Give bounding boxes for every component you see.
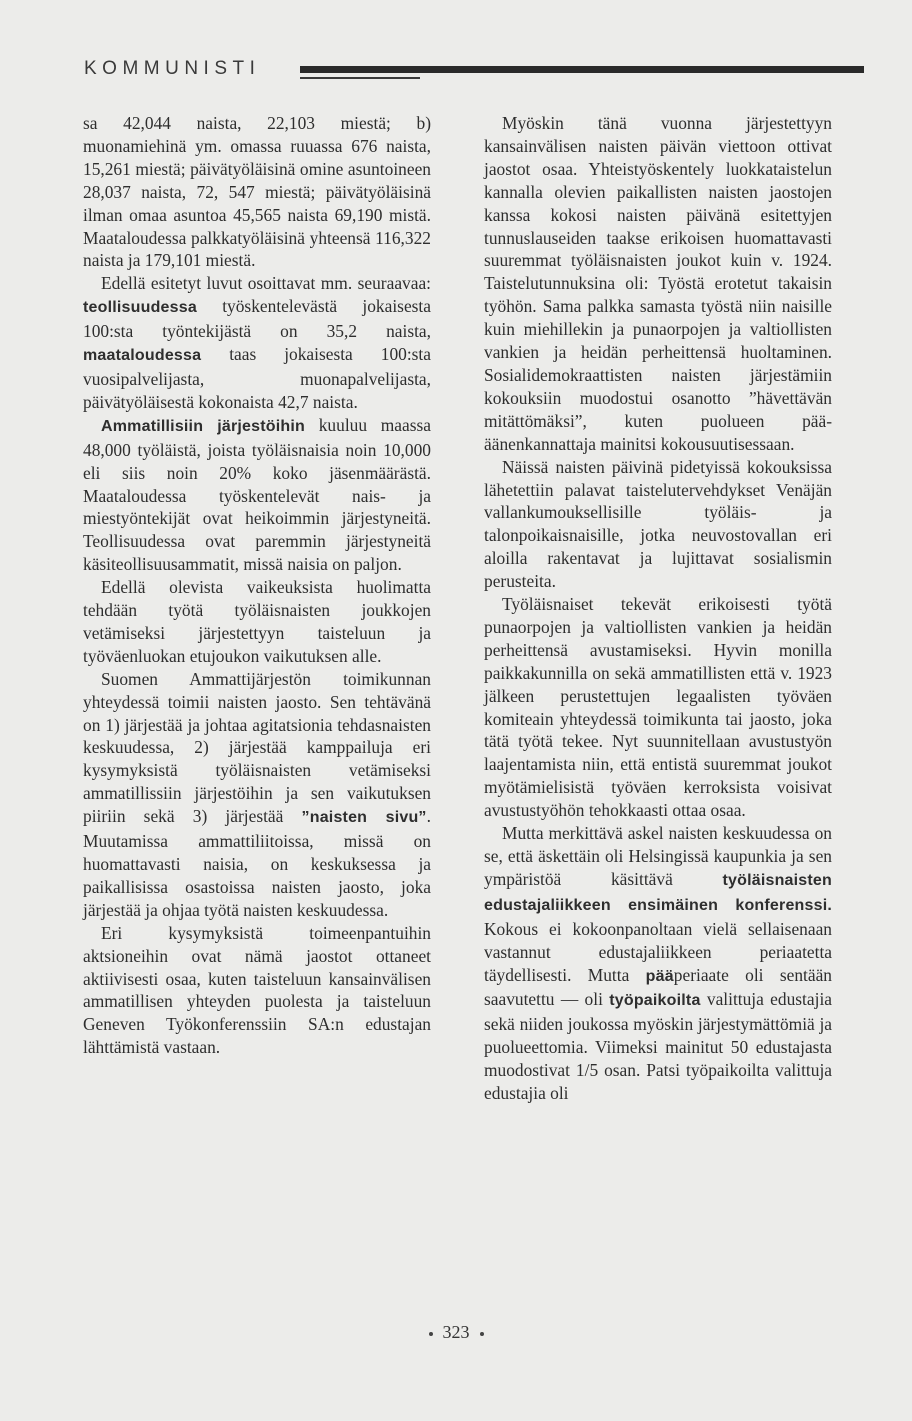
text-run: Työläisnaiset tekevät erikoisesti työtä punaorpojen ja valtiollisten vankien ja heidän perheittensä avustamiseksi. Hyvin monilla paikkakunnilla on sekä ammatillisten että v. 1923 jälkeen perustettujen legaalisten työväen komiteain yhteydessä toimikunta tai jaosto, joka tätä työtä tekee. Nyt suunnitellaan avustustyön laajentamista niin, että entistä suuremmat joukot myötämielisistä työväen kerroksista voisivat avustustyöhön tehokkaasti ottaa osaa.	[484, 594, 832, 821]
text-run: Kokous ei kokoonpanoltaan vielä sellaisenaan vastannut edustajaliikkeen periaatetta täydellisesti. Mutta	[484, 918, 832, 985]
footer-dot-left	[429, 1332, 433, 1336]
text-run: Eri kysymyksistä toimeenpantuihin aktsioneihin ovat nämä jaostot ottaneet aktiivisesti osaa, kuten taisteluun kansainvälisen ammatillisen yhteyden puolesta ja taisteluun Geneven Työkonferenssiin SA:n edustajan lähttämistä vastaan.	[83, 922, 431, 1058]
paragraph	[83, 922, 431, 1059]
emphasis-text: ”naisten sivu”	[301, 809, 427, 827]
text-run: valittuja edustajia sekä niiden joukossa myöskin järjestymättömiä ja puolueettomia. Viimeksi mainitut 50 edustajasta muodostivat 1/5 osan. Patsi työpaikoilta valittuja edustajia oli	[484, 989, 832, 1104]
page-footer	[0, 1322, 912, 1343]
emphasis-text: Ammatillisiin järjestöihin	[101, 417, 305, 435]
left-text-column	[83, 112, 431, 1059]
footer-dot-right	[480, 1332, 484, 1336]
paragraph	[83, 272, 431, 413]
text-run: Edellä olevista vaikeuksista huolimatta tehdään työtä työläisnaisten joukkojen vetämiseksi järjestettyyn taisteluun ja työväenluokan etujoukon vaikutuksen alle.	[83, 577, 431, 666]
right-text-column	[484, 112, 832, 1105]
header-rule-thin	[300, 77, 420, 79]
text-run: työskentelevästä jokaisesta 100:sta työntekijästä on 35,2 naista,	[83, 296, 431, 342]
page-header	[84, 58, 864, 88]
text-run: kuuluu maassa 48,000 työläistä, joista työläisnaisia noin 10,000 eli siis noin 20% koko jäsenmäärästä. Maataloudessa työskentelevät nais- ja miestyöntekijät ovat heikoimmin järjestyneitä. Teollisuudessa ovat paremmin järjestyneitä käsiteollisuusammatit, missä naisia on paljon.	[83, 414, 431, 575]
paragraph	[83, 414, 431, 576]
emphasis-text: työläisnaisten edustajaliikkeen ensimäinen konferenssi.	[484, 871, 832, 914]
paragraph	[484, 593, 832, 822]
header-rule	[300, 66, 864, 73]
text-run: Myöskin tänä vuonna järjestettyyn kansainvälisen naisten päivän viettoon ottivat jaostot osaa. Yhteistyöskentely luokkataistelun kannalla olevien paikallisten naisten jaostojen kanssa kokosi naisten päivänä esitettyjen tunnuslauseiden taakse erikoisen huomattavasti suuremmat työläisnaisten joukot kuin v. 1924. Taistelutunnuksina oli: Työstä erotetut takaisin työhön. Sama palkka samasta työstä niin naisille kuin miehillekin ja punaorpojen ja valtiollisten vankien ja heidän perheittensä huoltaminen. Sosialidemokraattisten naisten järjestämiin kokouksiin muodostui osanotto ”hävettävän mitättömäksi”, kuten puolueen pää-äänenkannattaja mainitsi kokousuutisessaan.	[484, 113, 832, 454]
text-run: Suomen Ammattijärjestön toimikunnan yhteydessä toimii naisten jaosto. Sen tehtävänä on 1) järjestää ja johtaa agitatsionia tehdasnaisten keskuudessa, 2) järjestää kamppailuja eri kysymyksistä työläisnaisten vetämiseksi ammatillissiin järjestöihin ja sen vaikutuksen piiriin sekä 3) järjestää	[83, 668, 431, 827]
paragraph	[83, 668, 431, 922]
paragraph	[484, 456, 832, 593]
paragraph	[484, 822, 832, 1105]
emphasis-text: pää	[645, 967, 674, 985]
page-number: 323	[442, 1322, 470, 1342]
text-run: sa 42,044 naista, 22,103 miestä; b) muonamiehinä ym. omassa ruuassa 676 naista, 15,261 miestä; päivätyöläisinä omine asuntoineen 28,037 naista, 72, 547 miestä; päivätyöläisinä ilman omaa asuntoa 45,565 naista 69,190 mistä. Maataloudessa palkkatyöläisinä yhteensä 116,322 naista ja 179,101 miestä.	[83, 113, 431, 271]
text-run: . Muutamissa ammattiliitoissa, missä on huomattavasti naisia, on keskuksessa ja paikallisissa osastoissa naisten jaosto, joka järjestää ja ohjaa työtä naisten keskuudessa.	[83, 806, 431, 920]
emphasis-text: teollisuudessa	[83, 299, 197, 317]
text-run: Näissä naisten päivinä pidetyissä kokouksissa lähetettiin palavat taistelutervehdykset Venäjän vallankumouksellisille työläis- ja talonpoikaisnaisille, jotka neuvostovallan eri aloilla rakentavat ja lujittavat sosialismin perusteita.	[484, 456, 832, 592]
text-run: Mutta merkittävä askel naisten keskuudessa on se, että äskettäin oli Helsingissä kaupunkia ja sen ympäristöä käsittävä	[484, 823, 832, 889]
journal-title: KOMMUNISTI	[84, 58, 261, 79]
paragraph	[484, 112, 832, 456]
text-run: taas jokaisesta 100:sta vuosipalvelijasta, muonapalvelijasta, päivätyöläisestä kokonaista 42,7 naista.	[83, 344, 431, 412]
emphasis-text: työpaikoilta	[609, 992, 701, 1010]
paragraph	[83, 112, 431, 272]
text-run: Edellä esitetyt luvut osoittavat mm. seuraavaa:	[101, 273, 431, 294]
paragraph	[83, 576, 431, 668]
emphasis-text: maataloudessa	[83, 347, 202, 365]
text-run: periaate oli sentään saavutettu — oli	[484, 964, 832, 1010]
